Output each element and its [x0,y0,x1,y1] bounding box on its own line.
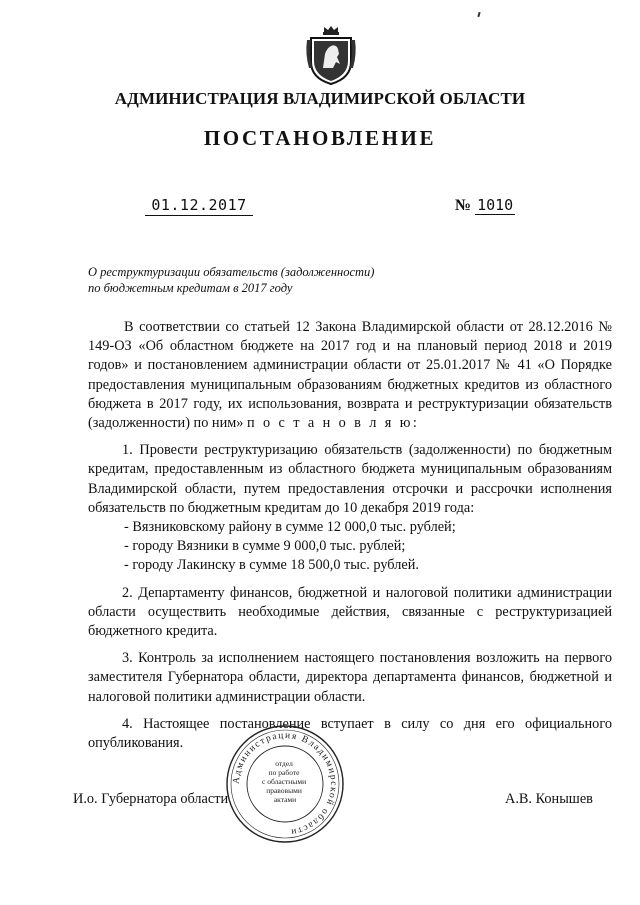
item-4: 4. Настоящее постановление вступает в силу со дня его официального опубликования. [88,715,612,752]
item-1: 1. Провести реструктуризацию обязательств (задолженности) по бюджетным кредитам, предоставленным из областного бюджета муниципальным образованиям Владимирской области, путем предоставления отсрочки и рассрочки исполнения обязательств по бюджетным кредитам до 10 декабря 2019 года: [88,442,612,516]
scan-mark [477,12,480,17]
subject-line-2: по бюджетным кредитам в 2017 году [88,281,293,295]
number-value: 1010 [477,196,514,214]
issuer-title: АДМИНИСТРАЦИЯ ВЛАДИМИРСКОЙ ОБЛАСТИ [114,89,526,108]
official-stamp [224,723,346,845]
document-date: 01.12.2017 [145,196,253,216]
preamble-paragraph [88,318,612,433]
list-item: - Вязниковскому району в сумме 12 000,0 тыс. рублей; [124,519,456,536]
svg-text:отдел по работе с: отдел по работе с областными правовыми актами [262,759,307,804]
document-subject [88,264,374,296]
document-type: ПОСТАНОВЛЕНИЕ [203,126,437,150]
subject-line-1: О реструктуризации обязательств (задолженности) [88,265,375,279]
stamp-ring-text: Администрация Владимирской области [231,730,339,837]
list-item: - городу Лакинску в сумме 18 500,0 тыс. рублей. [124,557,419,574]
list-item: - городу Вязники в сумме 9 000,0 тыс. рублей; [124,538,406,555]
decree-word: п о с т а н о в л я ю: [247,415,420,432]
document-number [455,196,515,215]
preamble-text: В соответствии со статьей 12 Закона Владимирской области от 28.12.2016 № 149-ОЗ «Об областном бюджете на 2017 год и на плановый период 2018 и 2019 годов» и постановлением администрации области от 25.01.2017 № 41 «О Порядке предоставления муниципальным образованиям бюджетных кредитов из областного бюджета в 2017 году, их использования, возврата и реструктуризации обязательств (задолженности) по ним» [88,319,612,432]
document-body [88,318,612,753]
item-2: 2. Департаменту финансов, бюджетной и налоговой политики администрации области осуществить необходимые действия, связанные с реструктуризацией бюджетного кредита. [88,584,612,640]
coat-of-arms-icon [303,24,359,86]
signatory-name: А.В. Конышев [505,791,593,807]
item-3: 3. Контроль за исполнением настоящего постановления возложить на первого заместителя Губернатора области, директора департамента финансов, бюджетной и налоговой политики администрации области. [88,650,612,705]
signatory-position: И.о. Губернатора области [73,791,229,807]
number-label: № [455,197,472,214]
